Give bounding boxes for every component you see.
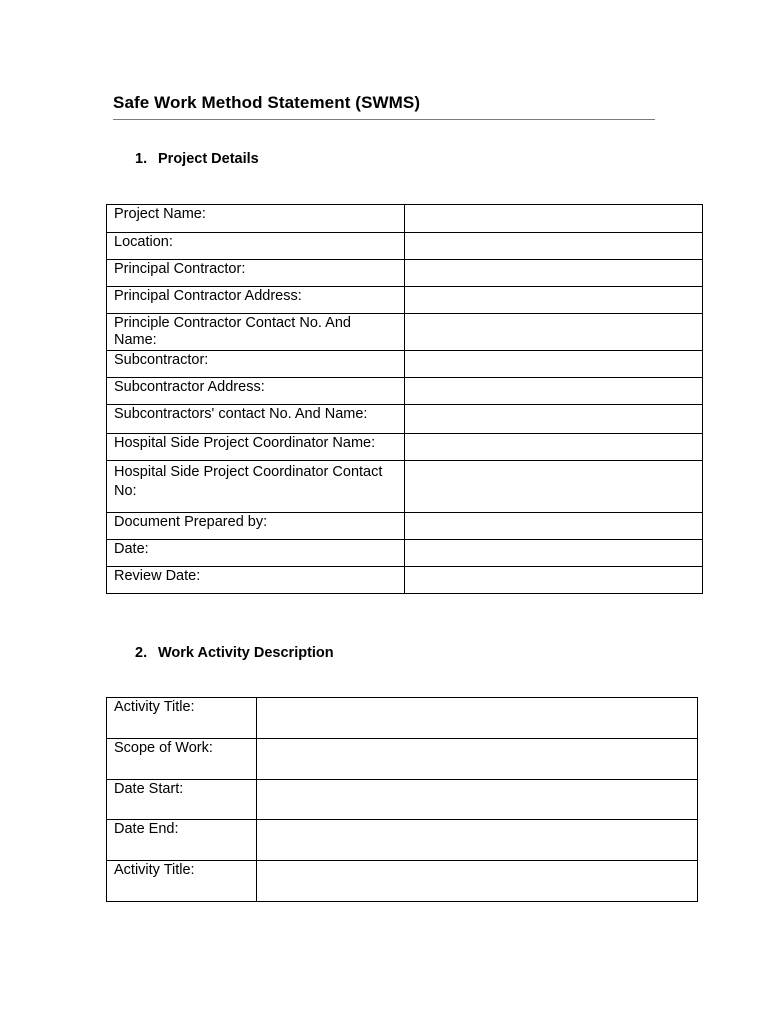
date-field[interactable] bbox=[405, 540, 703, 567]
table-row bbox=[107, 314, 703, 351]
row-label: Principal Contractor Address: bbox=[107, 287, 405, 314]
row-label: Date Start: bbox=[107, 780, 257, 820]
section-number: 1. bbox=[135, 151, 148, 167]
row-label: Principal Contractor: bbox=[107, 260, 405, 287]
row-label: Location: bbox=[107, 233, 405, 260]
subcontractor-field[interactable] bbox=[405, 351, 703, 378]
row-label: Subcontractor: bbox=[107, 351, 405, 378]
section-title: Project Details bbox=[158, 151, 259, 167]
activity-title-field-2[interactable] bbox=[257, 861, 698, 902]
date-start-field[interactable] bbox=[257, 780, 698, 820]
table-row bbox=[107, 351, 703, 378]
row-label: Subcontractors' contact No. And Name: bbox=[107, 405, 405, 434]
row-label: Review Date: bbox=[107, 567, 405, 594]
table-row bbox=[107, 205, 703, 233]
table-row bbox=[107, 780, 698, 820]
table-row bbox=[107, 513, 703, 540]
row-label: Activity Title: bbox=[107, 861, 257, 902]
table-row bbox=[107, 434, 703, 461]
title-underline bbox=[113, 119, 655, 120]
principal-contractor-contact-field[interactable] bbox=[405, 314, 703, 351]
scope-of-work-field[interactable] bbox=[257, 739, 698, 780]
row-label: Project Name: bbox=[107, 205, 405, 233]
table-row bbox=[107, 461, 703, 513]
subcontractor-address-field[interactable] bbox=[405, 378, 703, 405]
coordinator-name-field[interactable] bbox=[405, 434, 703, 461]
table-row bbox=[107, 378, 703, 405]
row-label: Principle Contractor Contact No. And Name: bbox=[107, 314, 405, 351]
row-label: Subcontractor Address: bbox=[107, 378, 405, 405]
row-label: Document Prepared by: bbox=[107, 513, 405, 540]
subcontractor-contact-field[interactable] bbox=[405, 405, 703, 434]
table-row bbox=[107, 233, 703, 260]
row-label: Activity Title: bbox=[107, 698, 257, 739]
table-row bbox=[107, 260, 703, 287]
table-row bbox=[107, 567, 703, 594]
section-heading-work-activity bbox=[135, 645, 334, 661]
project-name-field[interactable] bbox=[405, 205, 703, 233]
table-row bbox=[107, 861, 698, 902]
coordinator-contact-field[interactable] bbox=[405, 461, 703, 513]
review-date-field[interactable] bbox=[405, 567, 703, 594]
row-label: Scope of Work: bbox=[107, 739, 257, 780]
section-heading-project-details bbox=[135, 151, 259, 167]
table-row bbox=[107, 698, 698, 739]
prepared-by-field[interactable] bbox=[405, 513, 703, 540]
row-label: Date: bbox=[107, 540, 405, 567]
section-title: Work Activity Description bbox=[158, 645, 334, 661]
principal-contractor-field[interactable] bbox=[405, 260, 703, 287]
row-label: Date End: bbox=[107, 820, 257, 861]
table-row bbox=[107, 287, 703, 314]
table-row bbox=[107, 739, 698, 780]
activity-title-field[interactable] bbox=[257, 698, 698, 739]
document-title: Safe Work Method Statement (SWMS) bbox=[113, 93, 421, 112]
table-row bbox=[107, 820, 698, 861]
principal-contractor-address-field[interactable] bbox=[405, 287, 703, 314]
project-details-table bbox=[106, 204, 703, 594]
section-number: 2. bbox=[135, 645, 148, 661]
row-label: Hospital Side Project Coordinator Contact No: bbox=[107, 461, 405, 513]
table-row bbox=[107, 540, 703, 567]
work-activity-table bbox=[106, 697, 698, 902]
date-end-field[interactable] bbox=[257, 820, 698, 861]
table-row bbox=[107, 405, 703, 434]
row-label: Hospital Side Project Coordinator Name: bbox=[107, 434, 405, 461]
location-field[interactable] bbox=[405, 233, 703, 260]
